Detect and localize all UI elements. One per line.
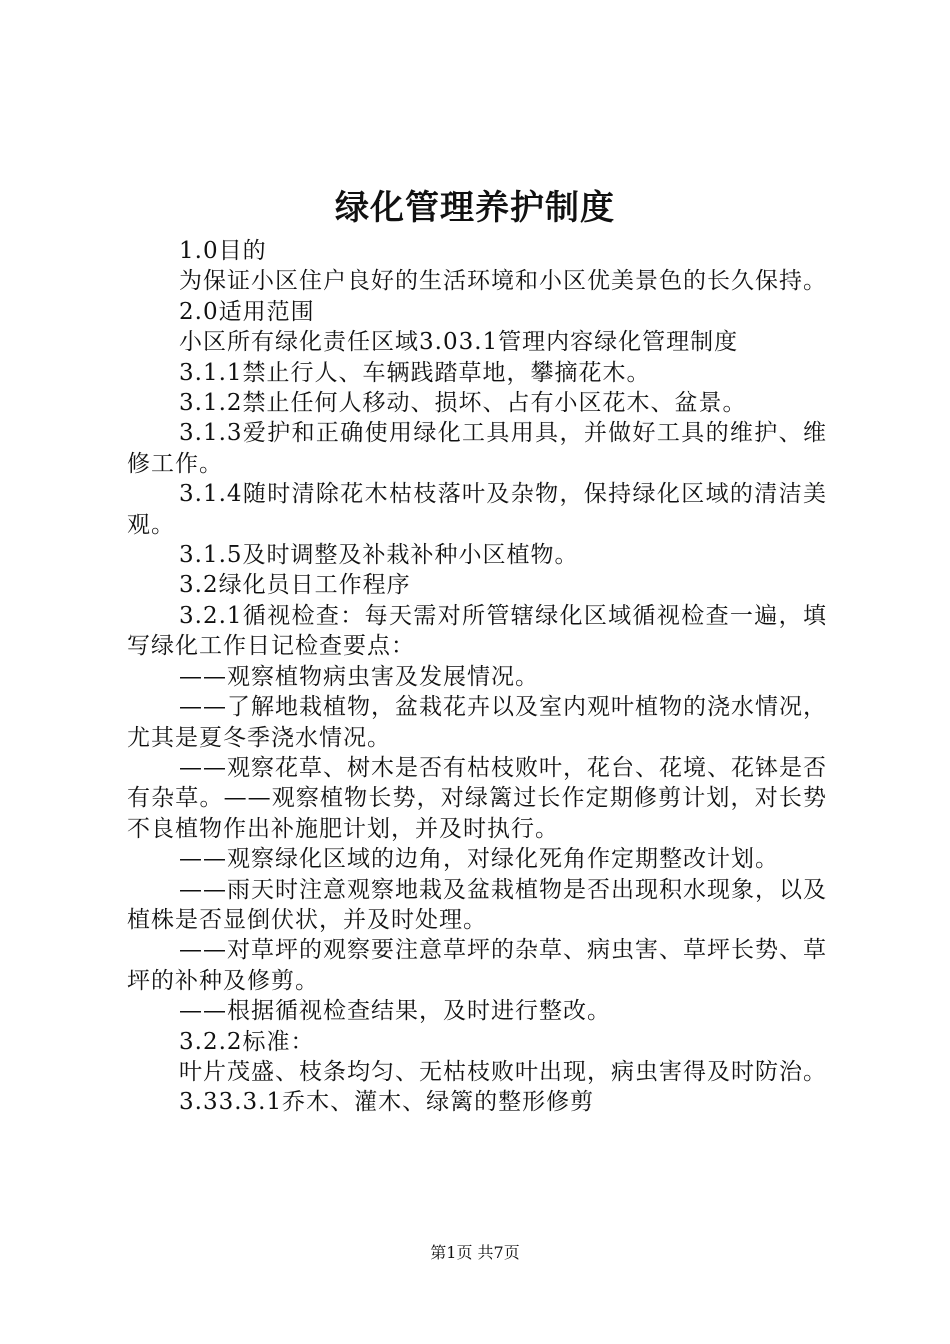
paragraph: 1.0目的: [179, 238, 267, 264]
paragraph: ——对草坪的观察要注意草坪的杂草、病虫害、草坪长势、草坪的补种及修剪。: [127, 937, 827, 994]
paragraph: 3.1.2禁止任何人移动、损坏、占有小区花木、盆景。: [179, 390, 747, 417]
paragraph: 3.2.1循视检查：每天需对所管辖绿化区域循视检查一遍，填写绿化工作日记检查要点：: [127, 602, 827, 660]
paragraph: 3.2.2标准：: [179, 1028, 315, 1055]
paragraph: ——了解地栽植物，盆栽花卉以及室内观叶植物的浇水情况，尤其是夏冬季浇水情况。: [127, 694, 827, 751]
paragraph: 2.0适用范围: [179, 298, 315, 325]
paragraph: 3.33.3.1乔木、灌木、绿篱的整形修剪: [179, 1089, 595, 1116]
paragraph: 3.2绿化员日工作程序: [179, 572, 411, 599]
paragraph: ——雨天时注意观察地栽及盆栽植物是否出现积水现象，以及植株是否显倒伏状，并及时处理。: [127, 876, 827, 933]
paragraph: ——观察绿化区域的边角，对绿化死角作定期整改计划。: [179, 846, 779, 873]
document-title: 绿化管理养护制度: [335, 188, 615, 228]
paragraph: 小区所有绿化责任区域3.03.1管理内容绿化管理制度: [179, 329, 739, 356]
paragraph: 为保证小区住户良好的生活环境和小区优美景色的长久保持。: [179, 268, 827, 295]
paragraph: ——观察植物病虫害及发展情况。: [179, 663, 539, 690]
paragraph: ——根据循视检查结果，及时进行整改。: [179, 998, 611, 1025]
paragraph: 3.1.3爱护和正确使用绿化工具用具，并做好工具的维护、维修工作。: [127, 420, 827, 477]
page-number: 第1页 共7页: [430, 1243, 520, 1262]
paragraph: 3.1.4随时清除花木枯枝落叶及杂物，保持绿化区域的清洁美观。: [127, 481, 827, 538]
document-body: [127, 236, 827, 1118]
paragraph: 3.1.5及时调整及补栽补种小区植物。: [179, 542, 579, 569]
paragraph: 3.1.1禁止行人、车辆践踏草地，攀摘花木。: [179, 359, 651, 386]
paragraph: 叶片茂盛、枝条均匀、无枯枝败叶出现，病虫害得及时防治。: [179, 1058, 827, 1085]
paragraph: ——观察花草、树木是否有枯枝败叶，花台、花境、花钵是否有杂草。——观察植物长势，对绿篱过长作定期修剪计划，对长势不良植物作出补施肥计划，并及时执行。: [127, 754, 827, 842]
